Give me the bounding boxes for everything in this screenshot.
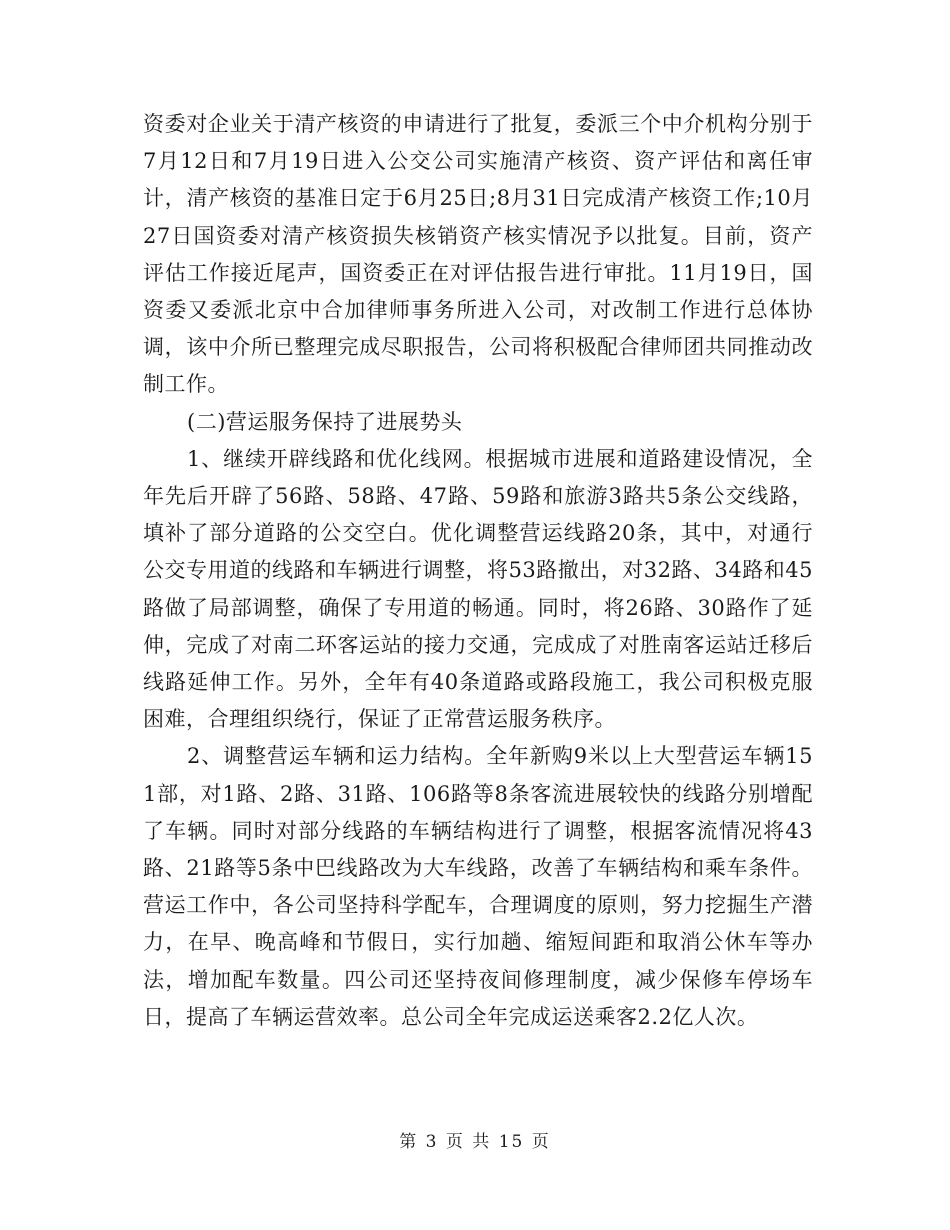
paragraph-continuation: 资委对企业关于清产核资的申请进行了批复，委派三个中介机构分别于7月12日和7月19日进入公交公司实施清产核资、资产评估和离任审计，清产核资的基准日定于6月25日;8月31日完成清产核资工作;10月27日国资委对清产核资损失核销资产核实情况予以批复。目前，资产评估工作接近尾声，国资委正在对评估报告进行审批。11月19日，国资委又委派北京中合加律师事务所进入公司，对改制工作进行总体协调，该中介所已整理完成尽职报告，公司将积极配合律师团共同推动改制工作。 <box>143 112 813 397</box>
section-heading: (二)营运服务保持了进展势头 <box>187 409 463 434</box>
page-number-footer: 第 3 页 共 15 页 <box>399 1132 551 1152</box>
paragraph-routes: 1、继续开辟线路和优化线网。根据城市进展和道路建设情况，全年先后开辟了56路、58路、47路、59路和旅游3路共5条公交线路，填补了部分道路的公交空白。优化调整营运线路20条，其中，对通行公交专用道的线路和车辆进行调整，将53路撤出，对32路、34路和45路做了局部调整，确保了专用道的畅通。同时，将26路、30路作了延伸，完成了对南二环客运站的接力交通，完成成了对胜南客运站迁移后线路延伸工作。另外，全年有40条道路或路段施工，我公司积极克服困难，合理组织绕行，保证了正常营运服务秩序。 <box>143 446 813 732</box>
paragraph-vehicles: 2、调整营运车辆和运力结构。全年新购9米以上大型营运车辆151部，对1路、2路、31路、106路等8条客流进展较快的线路分别增配了车辆。同时对部分线路的车辆结构进行了调整，根据客流情况将43路、21路等5条中巴线路改为大车线路，改善了车辆结构和乘车条件。营运工作中，各公司坚持科学配车，合理调度的原则，努力挖掘生产潜力，在早、晚高峰和节假日，实行加趟、缩短间距和取消公休车等办法，增加配车数量。四公司还坚持夜间修理制度，减少保修车停场车日，提高了车辆运营效率。总公司全年完成运送乘客2.2亿人次。 <box>143 744 813 1029</box>
document-body <box>143 106 813 1036</box>
